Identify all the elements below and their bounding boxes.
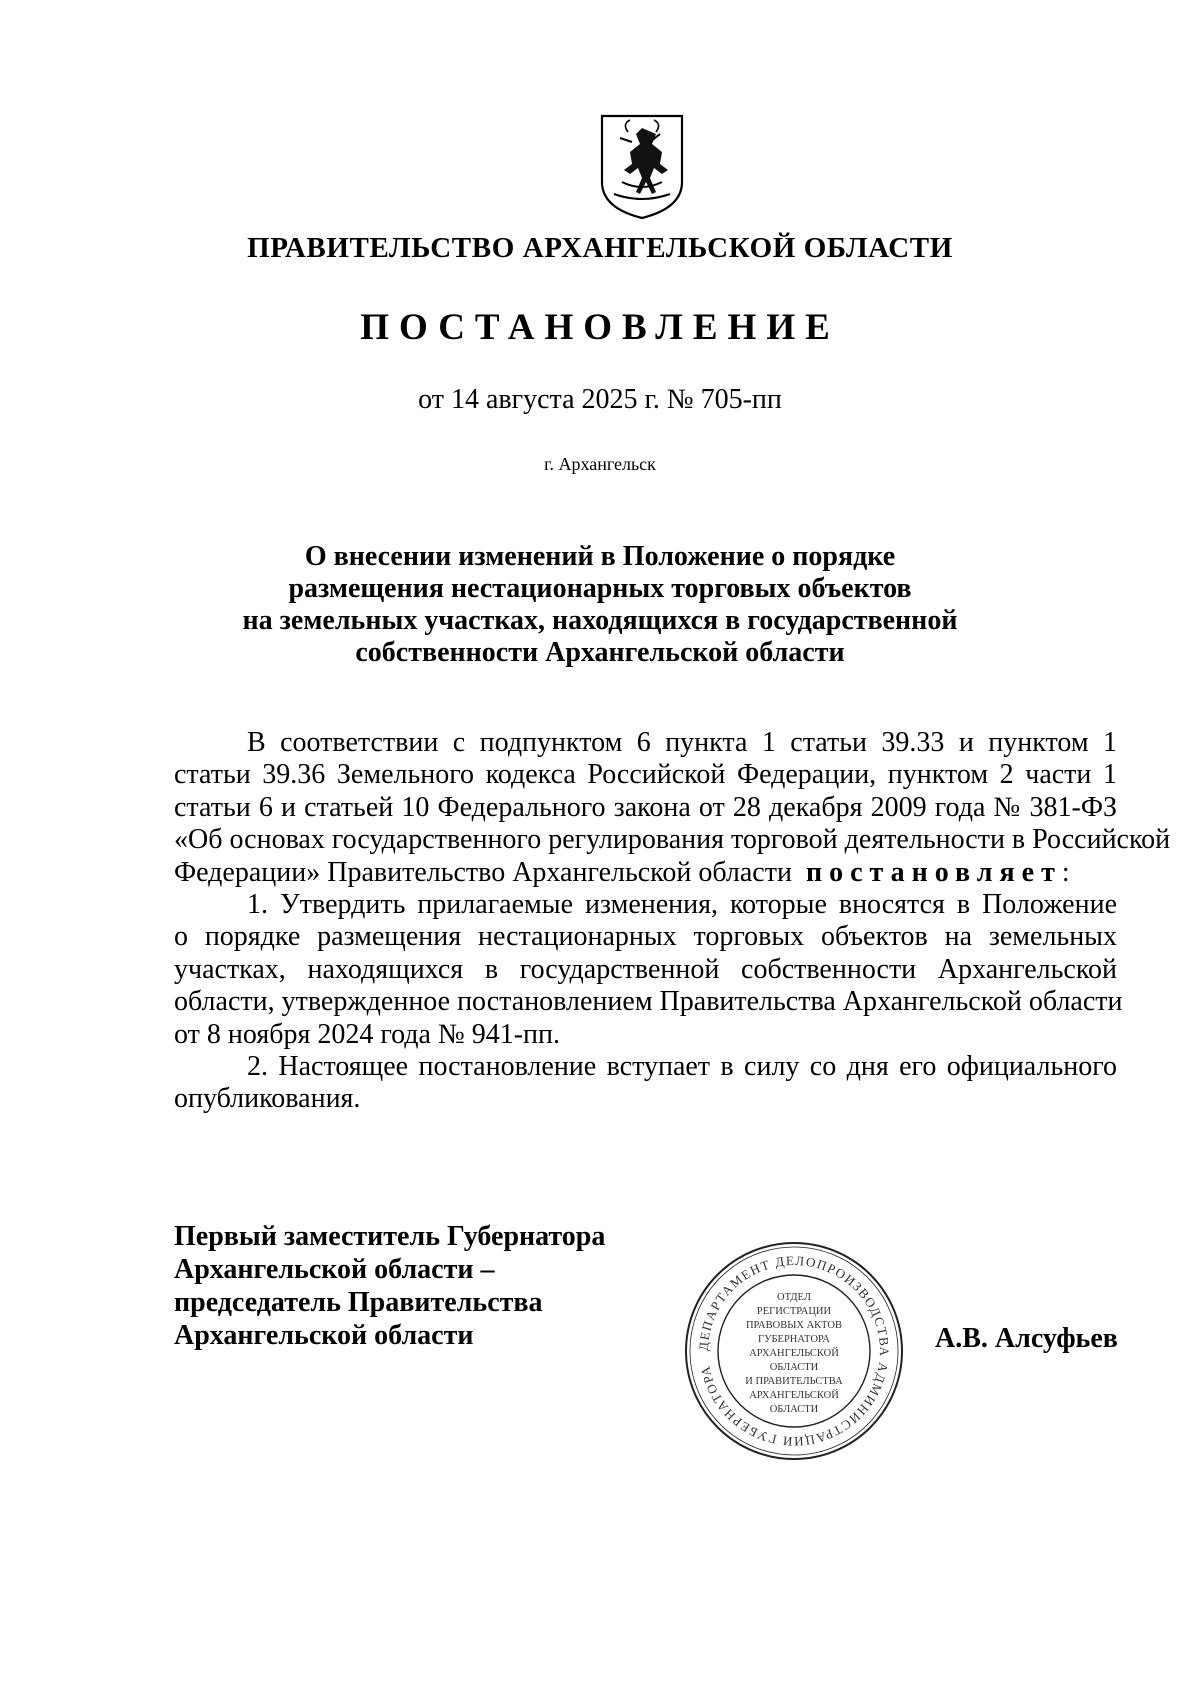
signatory-position-line: председатель Правительства [174, 1287, 543, 1318]
signatory-position-line: Архангельской области [174, 1320, 474, 1351]
document-place: г. Архангельск [544, 454, 656, 474]
body-line: участках, находящихся в государственной собственности Архангельской [174, 953, 1117, 985]
stamp-line: ОБЛАСТИ [769, 1362, 819, 1373]
stamp-line: РЕГИСТРАЦИИ [756, 1306, 832, 1317]
document-title [0, 541, 1200, 669]
stamp-line: ОТДЕЛ [777, 1292, 811, 1303]
document-body [174, 727, 1171, 1116]
signatory-name: А.В. Алсуфьев [935, 1323, 1118, 1354]
stamp-ring-text: ДЕПАРТАМЕНТ ДЕЛОПРОИЗВОДСТВА АДМИНИСТРАЦИИ ГУБЕРНАТОРА [695, 1252, 893, 1450]
body-line: В соответствии с подпунктом 6 пункта 1 статьи 39.33 и пунктом 1 [247, 727, 1117, 758]
title-line: на земельных участках, находящихся в государственной [242, 605, 958, 636]
signatory-position-line: Первый заместитель Губернатора [174, 1221, 606, 1252]
registration-stamp [683, 1240, 905, 1462]
body-line: от 8 ноября 2024 года № 941-пп. [174, 1018, 560, 1050]
document-type: ПОСТАНОВЛЕНИЕ [360, 307, 840, 348]
body-line: 1. Утвердить прилагаемые изменения, которые вносятся в Положение [247, 888, 1117, 920]
body-line: статьи 6 и статьей 10 Федерального закона от 28 декабря 2009 года № 381-ФЗ [174, 791, 1117, 823]
stamp-line: АРХАНГЕЛЬСКОЙ [749, 1390, 839, 1401]
stamp-line: ПРАВОВЫХ АКТОВ [745, 1320, 843, 1331]
body-line: статьи 39.36 Земельного кодекса Российской Федерации, пунктом 2 части 1 [174, 759, 1117, 791]
signatory-position-line: Архангельской области – [174, 1254, 495, 1285]
title-line: О внесении изменений в Положение о порядке [304, 541, 896, 572]
decree-word: постановляет [805, 856, 1062, 888]
coat-of-arms-icon [598, 112, 686, 222]
title-line: собственности Архангельской области [355, 637, 845, 668]
body-line-text: Федерации» Правительство Архангельской области [174, 856, 792, 888]
signatory-position [174, 1220, 605, 1352]
decree-colon: : [1061, 856, 1070, 888]
body-line: опубликования. [174, 1083, 361, 1115]
stamp-line: АРХАНГЕЛЬСКОЙ [749, 1348, 839, 1359]
stamp-line: ГУБЕРНАТОРА [758, 1334, 830, 1345]
body-line: области, утвержденное постановлением Правительства Архангельской области [174, 986, 1123, 1018]
stamp-line: И ПРАВИТЕЛЬСТВА [745, 1376, 843, 1387]
stamp-line: ОБЛАСТИ [769, 1404, 819, 1415]
body-line: 2. Настоящее постановление вступает в силу со дня его официального [247, 1050, 1117, 1082]
body-line: о порядке размещения нестационарных торговых объектов на земельных [174, 921, 1117, 953]
document-date-number: от 14 августа 2025 г. № 705-пп [418, 384, 782, 415]
body-line-decree [174, 857, 1117, 889]
title-line: размещения нестационарных торговых объектов [288, 573, 912, 604]
organization-name: ПРАВИТЕЛЬСТВО АРХАНГЕЛЬСКОЙ ОБЛАСТИ [247, 232, 953, 264]
body-line: «Об основах государственного регулирования торговой деятельности в Российской [174, 824, 1171, 856]
